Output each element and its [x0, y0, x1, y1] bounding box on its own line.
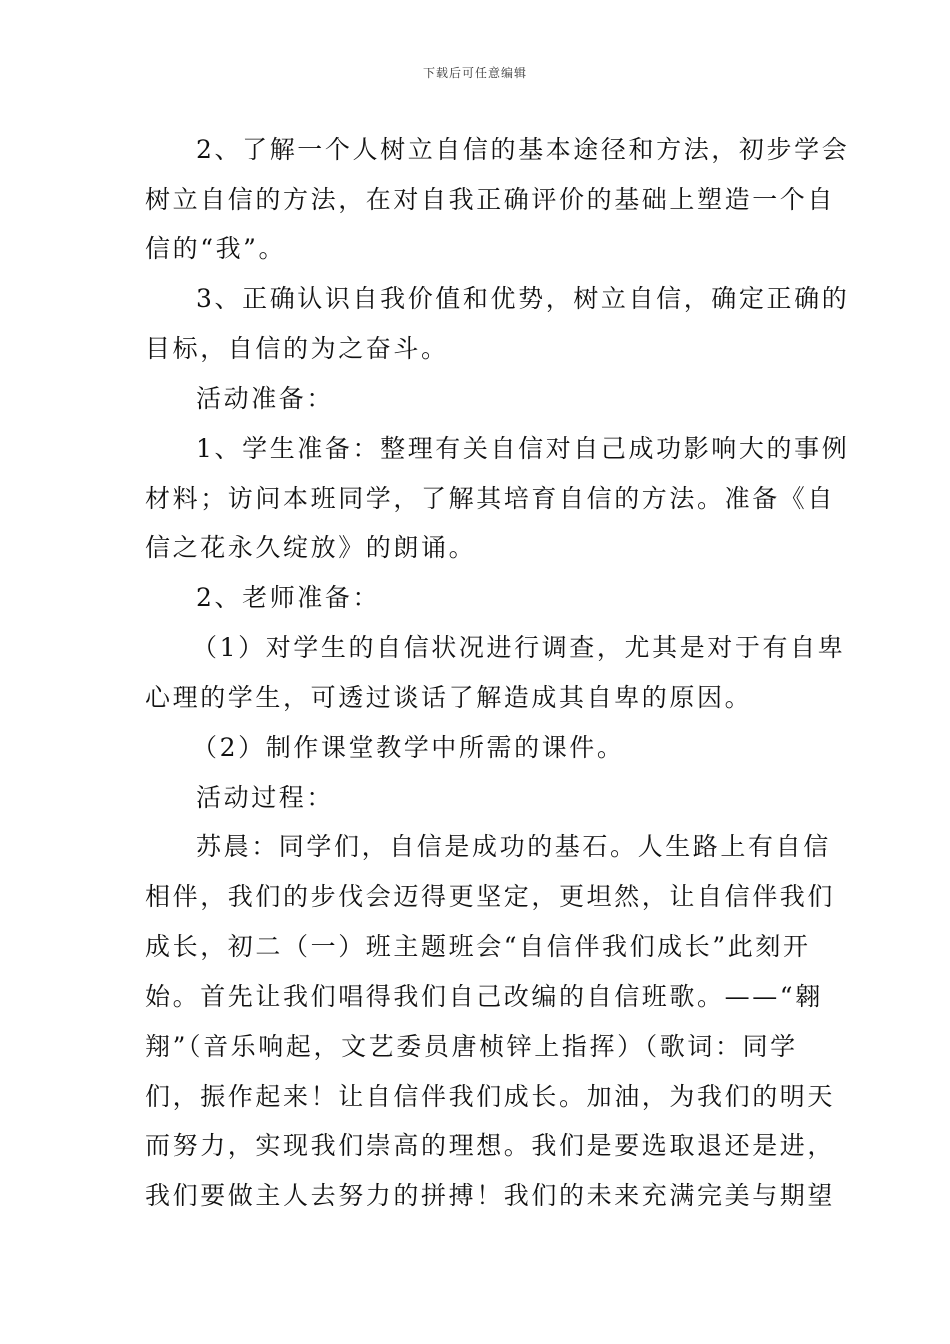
text-line: 目标，自信的为之奋斗。	[145, 334, 449, 363]
text-line: 2、了解一个人树立自信的基本途径和方法，初步学会	[196, 135, 850, 164]
text-line: 们，振作起来！让自信伴我们成长。加油，为我们的明天	[145, 1082, 836, 1111]
section-heading: 活动准备：	[196, 384, 335, 413]
text-line: 我们要做主人去努力的拼搏！我们的未来充满完美与期望	[145, 1181, 836, 1210]
text-line: 成长，初二（一）班主题班会“自信伴我们成长”此刻开	[145, 932, 811, 961]
text-line: 材料；访问本班同学，了解其培育自信的方法。准备《自	[145, 484, 836, 513]
text-line: （1）对学生的自信状况进行调查，尤其是对于有自卑	[192, 633, 846, 662]
text-line: 始。首先让我们唱得我们自己改编的自信班歌。——“翱	[145, 982, 823, 1011]
text-line: 心理的学生，可透过谈话了解造成其自卑的原因。	[145, 683, 753, 712]
text-line: 苏晨：同学们，自信是成功的基石。人生路上有自信	[196, 832, 831, 861]
text-line: 树立自信的方法，在对自我正确评价的基础上塑造一个自	[145, 185, 836, 214]
text-line: 3、正确认识自我价值和优势，树立自信，确定正确的	[196, 284, 850, 313]
text-line: 相伴，我们的步伐会迈得更坚定，更坦然，让自信伴我们	[145, 882, 836, 911]
text-line: （2）制作课堂教学中所需的课件。	[192, 733, 625, 762]
text-line: 而努力，实现我们崇高的理想。我们是要选取退还是进，	[145, 1131, 836, 1160]
section-heading: 活动过程：	[196, 783, 335, 812]
text-line: 翔”（音乐响起，文艺委员唐桢锌上指挥）（歌词：同学	[145, 1032, 798, 1061]
text-line: 1、学生准备：整理有关自信对自己成功影响大的事例	[196, 434, 850, 463]
text-line: 2、老师准备：	[196, 583, 381, 612]
text-line: 信的“我”。	[145, 234, 287, 263]
header-note: 下载后可任意编辑	[422, 66, 527, 80]
text-line: 信之花永久绽放》的朗诵。	[145, 533, 477, 562]
